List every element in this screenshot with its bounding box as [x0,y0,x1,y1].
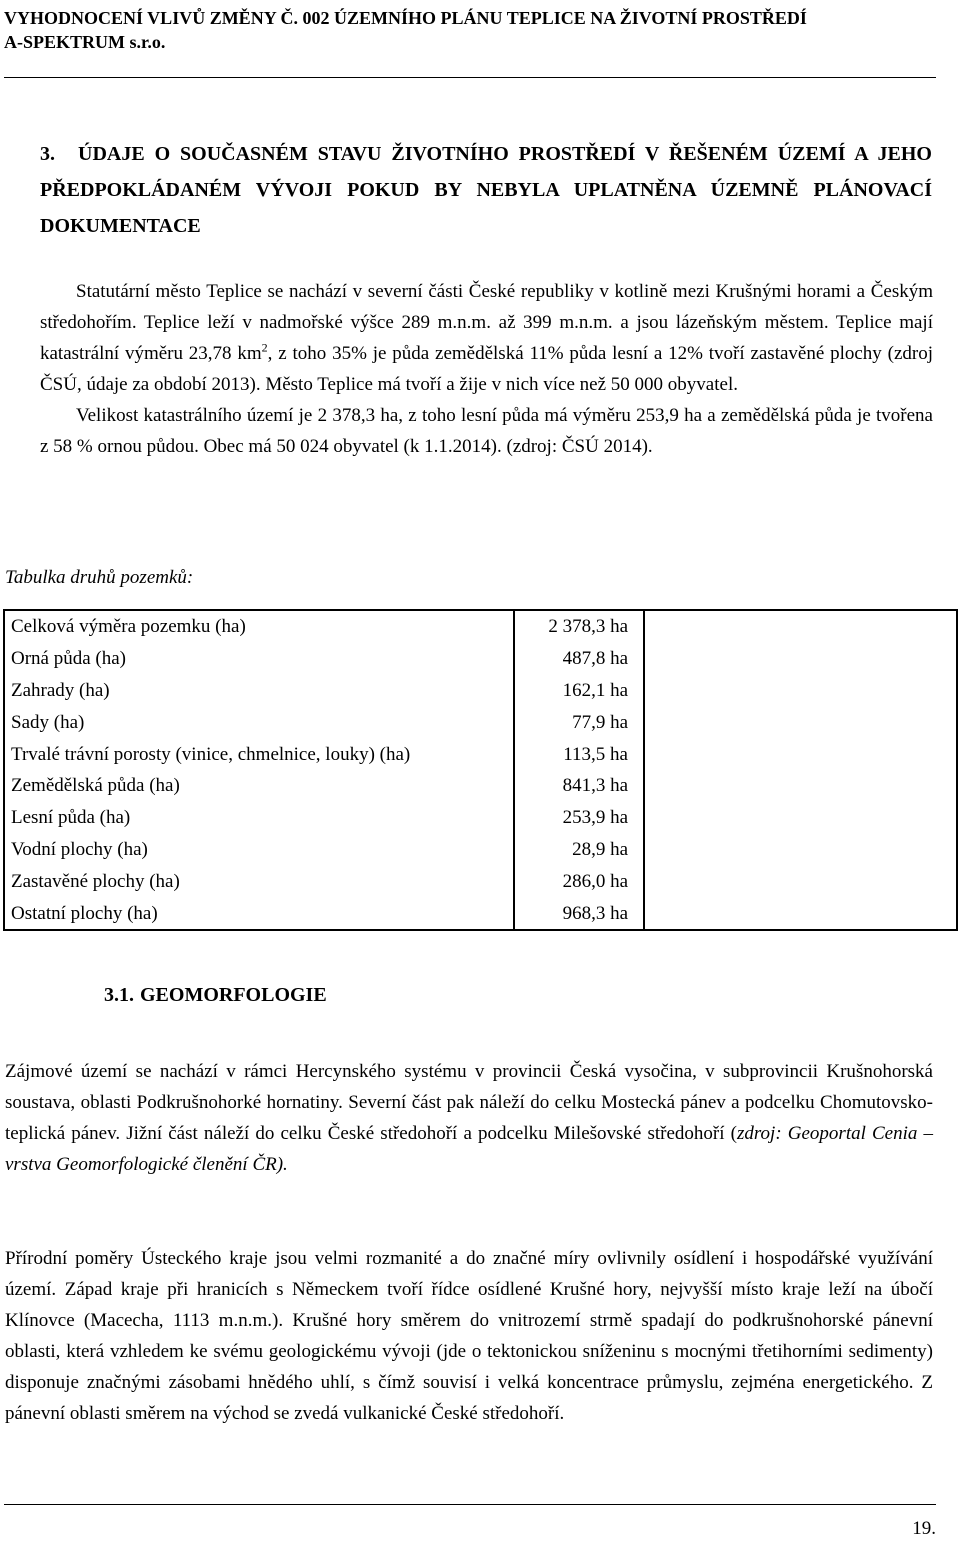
intro-p1-superscript: 2 [261,340,268,355]
table-row [4,706,957,738]
empty-cell [644,865,957,897]
row-value: 968,3 ha [514,897,644,930]
table-row [4,834,957,866]
header-title: VYHODNOCENÍ VLIVŮ ZMĚNY Č. 002 ÚZEMNÍHO PLÁNU TEPLICE NA ŽIVOTNÍ PROSTŘEDÍ [4,8,807,28]
table-row [4,802,957,834]
intro-p1-part-b: , z toho 35% je půda zemědělská 11% půda lesní a 12% tvoří zastavěné plochy (zdroj ČSÚ, údaje za období 2013). Město Teplice má tvoří a žije v nich více než 50 000 obyvatel. [40,343,933,395]
row-value: 162,1 ha [514,675,644,707]
row-value: 253,9 ha [514,802,644,834]
table-row [4,770,957,802]
empty-cell [644,675,957,707]
section-number: 3.1. [104,984,134,1006]
geo-p1-text: Zájmové území se nachází v rámci Hercynského systému v provincii Česká vysočina, v subprovincii Krušnohorská soustava, oblasti Podkrušnohorké hornatiny. Severní část pak náleží do celku Mostecká pánev a podcelku Chomutovsko-teplická pánev. Jižní část náleží do celku České středohoří a podcelku Milešovské středohoří ( [5,1061,933,1144]
geomorphology-paragraph-2: Přírodní poměry Ústeckého kraje jsou velmi rozmanité a do značné míry ovlivnily osídlení i hospodářské využívání území. Západ kraje při hranicích s Německem tvoří řídce osídlené Krušné hory, nejvyšší místo kraje leží na úbočí Klínovce (Macecha, 1113 m.n.m.). Krušné hory směrem do vnitrozemí strmě spadají do podkrušnohorské pánevní oblasti, která vzhledem ke svému geologickému vývoji (jde o tektonickou sníženinu s mocnými třetihorními sedimenty) disponuje značnými zásobami hnědého uhlí, s čímž souvisí i velká koncentrace průmyslu, zejména energetického. Z pánevní oblasti směrem na východ se zvedá vulkanické České středohoří. [5,1248,933,1424]
table-row [4,738,957,770]
table-row [4,610,957,643]
row-label: Celková výměra pozemku (ha) [4,610,514,643]
row-label: Zahrady (ha) [4,675,514,707]
row-label: Zastavěné plochy (ha) [4,865,514,897]
header-company: A-SPEKTRUM s.r.o. [4,32,166,52]
geomorphology-paragraph-1 [5,1056,933,1180]
chapter-number: 3. [40,143,55,165]
table-row [4,865,957,897]
row-value: 113,5 ha [514,738,644,770]
row-label: Ostatní plochy (ha) [4,897,514,930]
row-label: Orná půda (ha) [4,643,514,675]
table-caption: Tabulka druhů pozemků: [5,567,194,588]
row-label: Zemědělská půda (ha) [4,770,514,802]
empty-cell [644,770,957,802]
empty-cell [644,897,957,930]
page-number: 19. [912,1518,936,1539]
intro-paragraph-2: Velikost katastrálního území je 2 378,3 ha, z toho lesní půda má výměru 253,9 ha a zemědělská půda je tvořena z 58 % ornou půdou. Obec má 50 024 obyvatel (k 1.1.2014). (zdroj: ČSÚ 2014). [40,405,933,457]
row-value: 28,9 ha [514,834,644,866]
row-value: 286,0 ha [514,865,644,897]
table-row [4,897,957,930]
land-types-table [3,609,958,931]
empty-cell [644,834,957,866]
row-label: Vodní plochy (ha) [4,834,514,866]
intro-paragraph-1 [40,276,933,400]
empty-cell [644,643,957,675]
row-label: Lesní půda (ha) [4,802,514,834]
row-value: 2 378,3 ha [514,610,644,643]
header-divider [4,77,936,78]
intro-p1-part-a: Statutární město Teplice se nachází v severní části České republiky v kotlině mezi Krušnými horami a Českým středohořím. Teplice leží v nadmořské výšce 289 m.n.m. až 399 m.n.m. a jsou lázeňským městem. Teplice mají katastrální výměru 23,78 km [40,281,933,364]
table-row [4,643,957,675]
chapter-title: ÚDAJE O SOUČASNÉM STAVU ŽIVOTNÍHO PROSTŘEDÍ V ŘEŠENÉM ÚZEMÍ A JEHO PŘEDPOKLÁDANÉM VÝVOJI POKUD BY NEBYLA UPLATNĚNA ÚZEMNĚ PLÁNOVACÍ DOKUMENTACE [40,143,932,237]
chapter-heading [40,136,932,244]
intro-text [40,276,933,462]
table-row [4,675,957,707]
empty-cell [644,706,957,738]
section-heading [104,984,327,1007]
empty-cell [644,610,957,643]
row-label: Trvalé trávní porosty (vinice, chmelnice, louky) (ha) [4,738,514,770]
row-value: 487,8 ha [514,643,644,675]
row-value: 841,3 ha [514,770,644,802]
document-header [4,6,936,54]
footer-divider [4,1504,936,1505]
section-title: GEOMORFOLOGIE [140,984,327,1006]
empty-cell [644,802,957,834]
row-label: Sady (ha) [4,706,514,738]
row-value: 77,9 ha [514,706,644,738]
geo-p1-source: zdroj: Geoportal Cenia – vrstva Geomorfologické členění ČR). [5,1123,933,1175]
empty-cell [644,738,957,770]
